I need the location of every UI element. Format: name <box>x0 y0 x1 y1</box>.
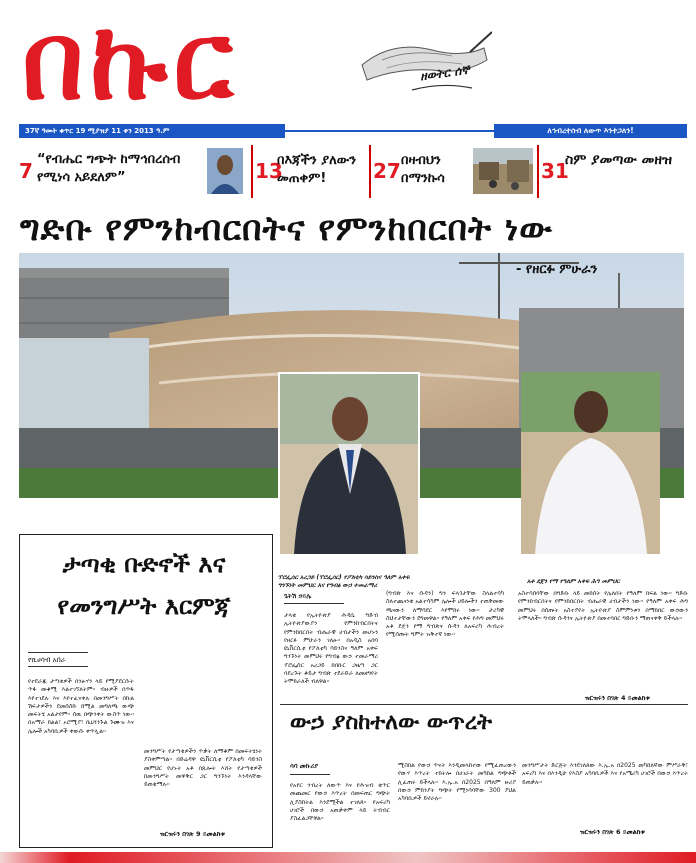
teaser-1[interactable] <box>19 145 253 198</box>
slogan-bar: ለኅብረተሰብ ለውጥ እንተጋለን! <box>494 124 687 138</box>
teaser-page-number: 31 <box>541 159 569 183</box>
main-headline[interactable]: ግድቡ የምንከብርበትና የምንከበርበት ነው <box>20 209 553 249</box>
story-column: የተደራጁ ታጣቂዎች በንፁሃን ላይ የሚያደርሱት ጥፋ መቆሚ እልተገኘለትም፡፡ ብዙዎች በጥፋ እየተገደሉ እና እየተፈናቀሉ በመንግሥት በኩል ሽፍታዎችን ደመሰስኩ ከሚል መግለጫ ውጭ መፍትሄ አልታየም፡፡ ሰዉ በጭንቀት ውስጥ ነው፡፡ በአማራ ክልል፣ ኦሮሚያ፣ ቤኒሻንጉል ጉሙዝ እና ሌሎች አካባቢዎች ቀውሱ ቀጥሏል፡፡ <box>28 678 134 735</box>
teaser-text: በዛብህን በማንኩሳ <box>401 153 445 186</box>
divider <box>28 652 88 653</box>
story-column: ሚስክል የውኃ ጥናት እንዲመላከተው የሚፈጠረውን የውሃ እጥረት ተከትሎ በሀገራት መካከል ግጭቶች ሊፈጠሩ ይችላሉ፡፡ እ.ኢ.አ በ2025 በዓለም ዙሪያ በውኃ ምክንያት ግጭት የሚነሳባቸው 300 ያህል አካባቢዎች ይኖራሉ፡፡ <box>398 762 516 803</box>
teaser-4[interactable] <box>539 145 687 198</box>
masthead <box>0 0 696 140</box>
story-column: መንግሥት የታጣቂዎችን ጥቃት ለማቆም በመፍትሄነት ያስቀምጣል፡፡ በድሬዳዋ ዩኒቨርሲቲ የፖለቲካ ሳይንስ መምህር የሆኑት አቶ በጹሎት እሸት የታጣቂዎች ከመንግሥት መዋቅር ጋር ግንኙነት እንዳላቸው ይጠቁማሉ፡፡ <box>144 748 262 789</box>
story-column: ታላቁ የኢትዮጵያ ሕዳሴ ግድብ ኢትዮጵያውያን የምንከብርበትና የምንከበርበት ብሔራዊ ሀብታችን መሆኑን የዘርፉ ምሁራን ገለፁ፡፡ በአዲስ አበባ ዩኒቨርሲቲ የፖለቲካ ሳይንስና ዓለም አቀፍ ግንኙነት መምህሩ የግብፅ ውኃ ተመራማሪ ፕሮፌሰር አረጋይ ከበኩር ጋዜጣ ጋር ባደረጉት ቆይታ ግብጽ ተደራድራ ለመዘግየት ትሞክራለች ብለዋል፡፡ <box>284 612 378 686</box>
divider <box>279 130 494 132</box>
story-column: አስተሳሰባቸው በግድቡ ላይ መከሰት የሌለበት የዓለም ክፍል ነው፡፡ ግድቡ የምንከብርበትና የምንከበርበት ብሔራዊ ሀብታችን ነው፡፡ የዓለም አቀፍ ሕግ መምህሩ በሰጡት አስተያየት ኢትዮጵያ ስምምነቱን በማክበር ውኃውን ትሞላለች፡፡ ግብጽ ሱዳንና ኢትዮጵያ በመተባበር ግድቡን ማጠናቀቅ ይችላሉ፡፡ <box>518 590 688 622</box>
story2-author: ሳባ መኩሪያ <box>290 762 319 770</box>
teaser-scene-photo <box>473 148 533 194</box>
teaser-page-number: 7 <box>19 159 33 183</box>
portrait-photo-2 <box>521 372 660 554</box>
teaser-strip <box>19 145 687 198</box>
motto-small: ዘወትር ሰኞ <box>419 62 471 84</box>
story-author: የሺሀሳብ አበራ <box>28 656 66 664</box>
portrait-caption-1: ፕሮፌሰር አረጋይ (ፕሮፌሰር) የፖለቲካ ሳይንስና ዓለም አቀፍ ግንኙነት መምህር እና የግብፅ ውኃ ተመራማሪ <box>278 574 410 589</box>
issue-info-bar: 37ኛ ዓመት ቁጥር 19 ሚያዝያ 11 ቀን 2013 ዓ.ም <box>19 124 285 138</box>
portrait-caption-2: አቶ ደጀን የማ የዓለም አቀፍ ሕግ መምህር <box>527 578 620 585</box>
teaser-text: ስም ያመጣው መዘዝ <box>565 152 672 168</box>
divider <box>290 774 330 775</box>
teaser-portrait-photo <box>207 148 243 194</box>
portrait-photo-1 <box>278 372 420 556</box>
teaser-text: “የብሔር ግጭት ከማኅበረሰብ የሚነሳ አይደለም” <box>37 152 181 185</box>
story-column: የአየር ንብረት ለውጥ እና የሕዝብ ቁጥር መጨመር የውኃ እጥረት በመፍጠር ግጭት ሊያስከትል እንደሚችል ተገለጸ፡፡ የአፍሪካ ሀገሮች በውኃ አጠቃቀም ላይ ትብብር ያስፈልጋቸዋል፡፡ <box>290 782 390 823</box>
divider <box>284 603 344 604</box>
teaser-page-number: 13 <box>255 159 283 183</box>
divider <box>28 666 88 667</box>
hand-pen-illustration <box>352 20 492 100</box>
continued-note[interactable]: ዝርዝሩን በገጽ 4 ይመልከቱ <box>585 694 650 702</box>
divider <box>280 704 688 705</box>
teaser-page-number: 27 <box>373 159 401 183</box>
teaser-2[interactable] <box>253 145 371 198</box>
continued-note[interactable]: ዝርዝሩን በገጽ 9 ይመልከቱ <box>160 830 225 838</box>
headline-byline: - የዘርፉ ምሁራን <box>516 262 598 277</box>
newspaper-logo[interactable]: በኩር <box>22 0 239 124</box>
teaser-text: በእጃችን ያለውን መጠቀም! <box>277 153 357 186</box>
continued-note[interactable]: ዝርዝሩን በገጽ 6 ይመልከቱ <box>580 828 645 836</box>
story-title[interactable]: ታጣቂ ቡድኖች እና የመንግሥት እርምጃ <box>57 550 231 620</box>
story2-title[interactable]: ውኃ ያስከተለው ውጥረት <box>290 710 492 735</box>
footer-strip <box>0 852 696 863</box>
teaser-3[interactable] <box>371 145 539 198</box>
story-column: (ግብጽ እና ሱዳን) ግን ፍላጎታቸው ስላልተሳካ ስለተጨናነቁ አልተሳካም ሌሎች ሀይሎችን ተጠቅመው ጫናውን ለማሳደር እየሞከሩ ነው፡፡ ታሪካዊ ስህተታቸውን ደግመዋል፡፡ የዓለም አቀፍ የሕግ መምህሩ አቶ ደጀን የማ ግብጽና ሱዳን ለአፍሪካ ሕብረት የሚሰጡት ግምት ዝቅተኛ ነው፡፡ <box>386 590 504 639</box>
story-column: መንግሥታት ድርጅት እንደገለጸው እ.ኢ.አ በ2025 መካከለኛው ምሥራቅ፣ አፍሪካ እና በእንዲሁ የእስያ አካባቢዎች እና የአሜሪካ ሀገሮች በውኃ እጥረት ይጠቃሉ፡፡ <box>522 762 688 786</box>
column-label: ጌትሽ ኃይሌ <box>284 592 312 600</box>
